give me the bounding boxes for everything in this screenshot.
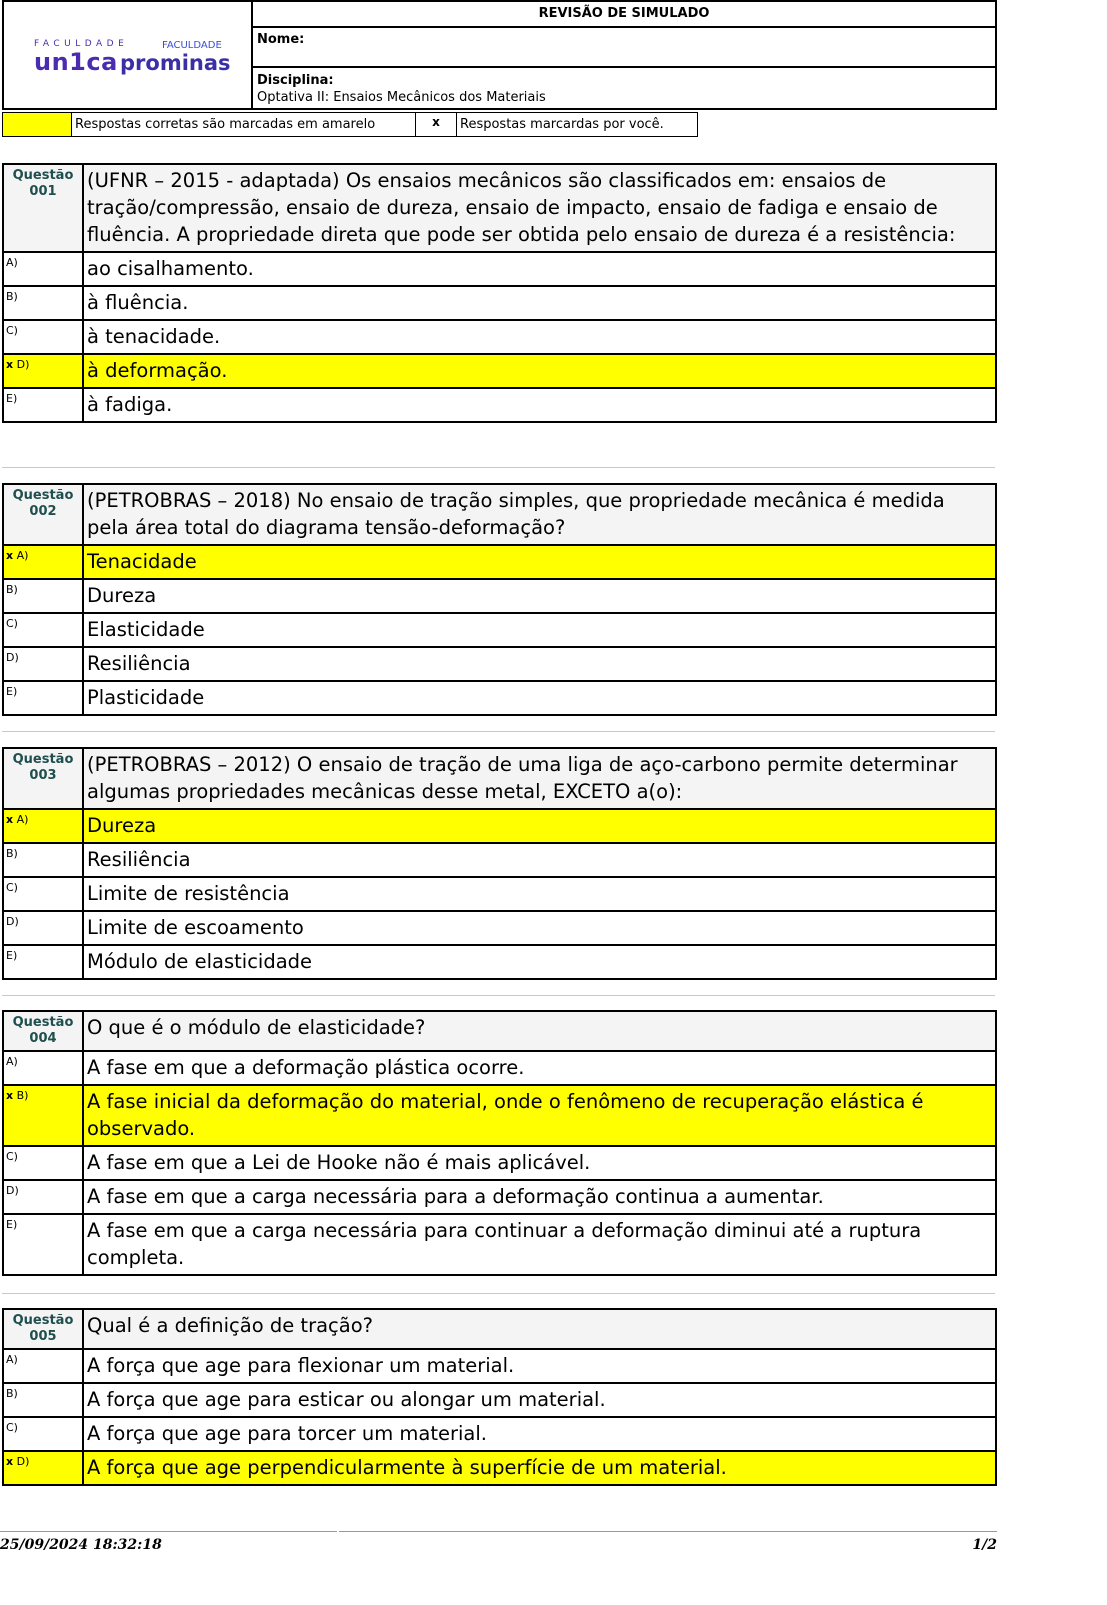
option-letter-cell [3,647,83,681]
option-letter-cell [3,1146,83,1180]
answer-option-c [3,1417,996,1451]
option-letter: C) [6,1421,18,1434]
option-text: Limite de escoamento [83,911,996,945]
question-number-value: 001 [29,184,57,199]
answer-option-a [3,252,996,286]
answer-option-e [3,1214,996,1275]
question-table [2,747,997,980]
option-letter-cell [3,1349,83,1383]
answer-option-d [3,1451,996,1485]
question-table [2,1308,997,1486]
answer-option-a [3,809,996,843]
option-text: A fase em que a carga necessária para a deformação continua a aumentar. [83,1180,996,1214]
question-text: (UFNR – 2015 - adaptada) Os ensaios mecânicos são classificados em: ensaios de tração/compressão, ensaio de dureza, ensaio de impacto, ensaio de fadiga e ensaio de fluência. A propriedade direta que pode ser obtida pelo ensaio de dureza é a resistência: [83,164,996,252]
option-text: Dureza [83,579,996,613]
question-separator [2,731,995,732]
answer-option-b [3,286,996,320]
answer-option-d [3,647,996,681]
option-text: à fadiga. [83,388,996,422]
option-letter-cell [3,809,83,843]
answer-option-b [3,1383,996,1417]
option-letter: D) [6,1184,19,1197]
option-letter-cell [3,911,83,945]
legend-mark: x [416,112,457,137]
option-text: à deformação. [83,354,996,388]
answer-option-c [3,320,996,354]
disciplina-value: Optativa II: Ensaios Mecânicos dos Materiais [257,90,546,105]
option-letter: E) [6,392,18,405]
option-letter: A) [16,813,29,826]
footer-datetime: 25/09/2024 18:32:18 [0,1537,162,1553]
question-separator [2,995,995,996]
answer-legend [2,112,698,137]
option-text: Dureza [83,809,996,843]
question-block [2,1308,997,1486]
option-text: A força que age para torcer um material. [83,1417,996,1451]
answer-option-d [3,1180,996,1214]
question-stem-row [3,484,996,545]
option-letter: A) [6,256,18,269]
option-letter: A) [6,1353,18,1366]
selected-mark: x [6,358,14,371]
question-label: Questão [12,1015,74,1030]
option-text: A fase em que a deformação plástica ocorre. [83,1051,996,1085]
option-letter: C) [6,324,18,337]
question-number [3,1309,83,1349]
option-letter-cell [3,1085,83,1146]
selected-mark: x [6,549,14,562]
option-letter: C) [6,881,18,894]
answer-option-a [3,545,996,579]
option-letter-cell [3,1214,83,1275]
option-letter: D) [6,915,19,928]
answer-option-d [3,911,996,945]
option-letter-cell [3,545,83,579]
question-table [2,1010,997,1276]
disciplina-field [253,68,995,110]
question-table [2,483,997,716]
answer-option-a [3,1051,996,1085]
option-text: Resiliência [83,843,996,877]
institution-logo [4,2,253,108]
question-text: (PETROBRAS – 2012) O ensaio de tração de uma liga de aço-carbono permite determinar algumas propriedades mecânicas desse metal, EXCETO a(o): [83,748,996,809]
logo-unica-wordmark: un1ca [34,48,118,76]
footer-page-number: 1/2 [972,1537,997,1553]
option-text: Resiliência [83,647,996,681]
question-text: Qual é a definição de tração? [83,1309,996,1349]
footer-divider-right [339,1531,997,1532]
question-stem-row [3,1309,996,1349]
logo-faculdade-prominas-label: FACULDADE [162,40,222,51]
option-letter: B) [6,847,18,860]
question-number-value: 002 [29,504,57,519]
question-label: Questão [12,168,74,183]
option-letter-cell [3,1051,83,1085]
answer-option-e [3,388,996,422]
option-letter: A) [6,1055,18,1068]
answer-option-c [3,1146,996,1180]
option-letter: E) [6,685,18,698]
question-text: (PETROBRAS – 2018) No ensaio de tração simples, que propriedade mecânica é medida pela área total do diagrama tensão-deformação? [83,484,996,545]
question-text: O que é o módulo de elasticidade? [83,1011,996,1051]
legend-yours-text: Respostas marcardas por você. [457,112,698,137]
document-header [2,0,997,110]
answer-option-c [3,613,996,647]
page-title: REVISÃO DE SIMULADO [253,2,995,28]
option-text: Módulo de elasticidade [83,945,996,979]
option-text: Limite de resistência [83,877,996,911]
question-number-value: 004 [29,1031,57,1046]
question-stem-row [3,1011,996,1051]
legend-correct-text: Respostas corretas são marcadas em amarelo [71,112,416,137]
option-text: ao cisalhamento. [83,252,996,286]
option-letter-cell [3,579,83,613]
option-text: Plasticidade [83,681,996,715]
question-label: Questão [12,1313,74,1328]
option-text: Tenacidade [83,545,996,579]
question-stem-row [3,164,996,252]
nome-label: Nome: [257,32,305,47]
option-letter-cell [3,286,83,320]
option-text: A força que age perpendicularmente à superfície de um material. [83,1451,996,1485]
option-letter: B) [6,1387,18,1400]
disciplina-label: Disciplina: [257,73,334,88]
option-letter: E) [6,1218,18,1231]
option-letter: D) [16,1455,30,1468]
option-text: A fase em que a carga necessária para continuar a deformação diminui até a ruptura completa. [83,1214,996,1275]
answer-option-b [3,1085,996,1146]
question-number [3,484,83,545]
option-letter-cell [3,843,83,877]
option-letter: E) [6,949,18,962]
option-letter-cell [3,1451,83,1485]
question-number [3,164,83,252]
option-text: Elasticidade [83,613,996,647]
option-text: à tenacidade. [83,320,996,354]
question-block [2,163,997,423]
selected-mark: x [6,1455,14,1468]
option-letter: B) [6,583,18,596]
answer-option-b [3,843,996,877]
answer-option-c [3,877,996,911]
logo-prominas-wordmark: prominas [120,51,231,75]
question-number-value: 005 [29,1329,57,1344]
option-letter-cell [3,1383,83,1417]
option-letter-cell [3,1417,83,1451]
option-text: à fluência. [83,286,996,320]
option-text: A força que age para esticar ou alongar um material. [83,1383,996,1417]
question-number [3,1011,83,1051]
question-block [2,1010,997,1276]
option-letter-cell [3,354,83,388]
option-letter: D) [6,651,19,664]
option-letter-cell [3,613,83,647]
footer-divider-left [0,1531,337,1532]
option-text: A força que age para flexionar um material. [83,1349,996,1383]
option-letter: C) [6,617,18,630]
correct-color-swatch [2,112,71,137]
question-separator [2,467,995,468]
option-text: A fase inicial da deformação do material, onde o fenômeno de recuperação elástica é observado. [83,1085,996,1146]
answer-option-e [3,681,996,715]
question-label: Questão [12,752,74,767]
question-separator [2,1293,995,1294]
option-letter: A) [16,549,29,562]
nome-field [253,28,995,68]
question-stem-row [3,748,996,809]
option-letter-cell [3,252,83,286]
option-letter-cell [3,320,83,354]
option-letter-cell [3,388,83,422]
question-block [2,747,997,980]
answer-option-e [3,945,996,979]
selected-mark: x [6,813,14,826]
selected-mark: x [6,1089,14,1102]
option-letter: C) [6,1150,18,1163]
question-number-value: 003 [29,768,57,783]
option-letter-cell [3,945,83,979]
option-letter: D) [16,358,30,371]
answer-option-a [3,1349,996,1383]
question-block [2,483,997,716]
answer-option-b [3,579,996,613]
option-letter: B) [16,1089,29,1102]
option-letter-cell [3,681,83,715]
option-letter: B) [6,290,18,303]
question-table [2,163,997,423]
question-number [3,748,83,809]
option-letter-cell [3,1180,83,1214]
logo-faculdade-unica-label: FACULDADE [34,39,129,49]
question-label: Questão [12,488,74,503]
option-text: A fase em que a Lei de Hooke não é mais aplicável. [83,1146,996,1180]
option-letter-cell [3,877,83,911]
answer-option-d [3,354,996,388]
